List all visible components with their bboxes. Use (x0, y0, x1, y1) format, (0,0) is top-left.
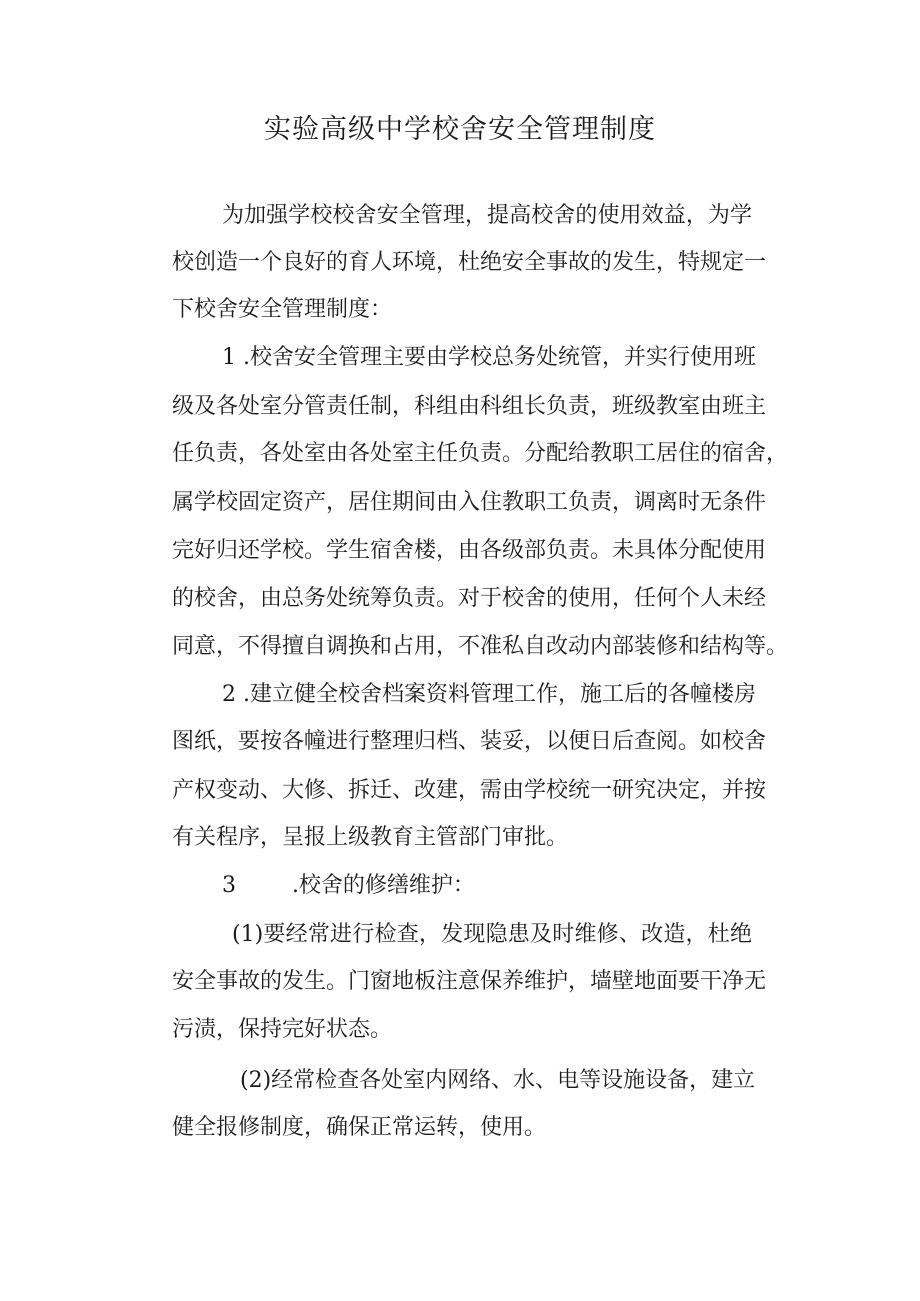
paragraph-line: 图纸，要按各幢进行整理归档、装妥，以便日后查阅。如校舍 (172, 729, 767, 754)
paragraph-line: 健全报修制度，确保正常运转，使用。 (172, 1115, 547, 1140)
paragraph-line: 校创造一个良好的育人环境，杜绝安全事故的发生，特规定一 (172, 250, 767, 275)
paragraph-line: 安全事故的发生。门窗地板注意保养维护，墙壁地面要干净无 (172, 969, 767, 994)
paragraph-line: 完好归还学校。学生宿舍楼，由各级部负责。未具体分配使用 (172, 538, 767, 563)
paragraph-line: (2)经常检查各处室内网络、水、电等设施设备，建立 (240, 1068, 756, 1093)
paragraph-line: 的校舍，由总务处统筹负责。对于校舍的使用，任何个人未经 (172, 586, 767, 611)
paragraph-line: 污渍，保持完好状态。 (172, 1017, 393, 1042)
paragraph-line: 1 .校舍安全管理主要由学校总务处统管，并实行使用班 (222, 345, 756, 370)
document-title: 实验高级中学校舍安全管理制度 (264, 114, 656, 145)
paragraph-line: 有关程序，呈报上级教育主管部门审批。 (172, 825, 569, 850)
paragraph-line: 属学校固定资产，居住期间由入住教职工负责，调离时无条件 (172, 490, 767, 515)
paragraph-line: 级及各处室分管责任制，科组由科组长负责，班级教室由班主 (172, 394, 767, 419)
paragraph-line: 任负责，各处室由各处室主任负责。分配给教职工居住的宿舍， (172, 441, 789, 466)
paragraph-line: 为加强学校校舍安全管理，提高校舍的使用效益，为学 (222, 203, 752, 228)
paragraph-line: 下校舍安全管理制度： (172, 297, 393, 322)
paragraph-line: 2 .建立健全校舍档案资料管理工作，施工后的各幢楼房 (222, 682, 756, 707)
paragraph-line: (1)要经常进行检查，发现隐患及时维修、改造，杜绝 (232, 922, 752, 947)
paragraph-line: 同意，不得擅自调换和占用，不准私自改动内部装修和结构等。 (172, 634, 789, 659)
section-heading: 3 .校舍的修缮维护： (222, 873, 475, 898)
paragraph-line: 产权变动、大修、拆迁、改建，需由学校统一研究决定，并按 (172, 778, 767, 803)
